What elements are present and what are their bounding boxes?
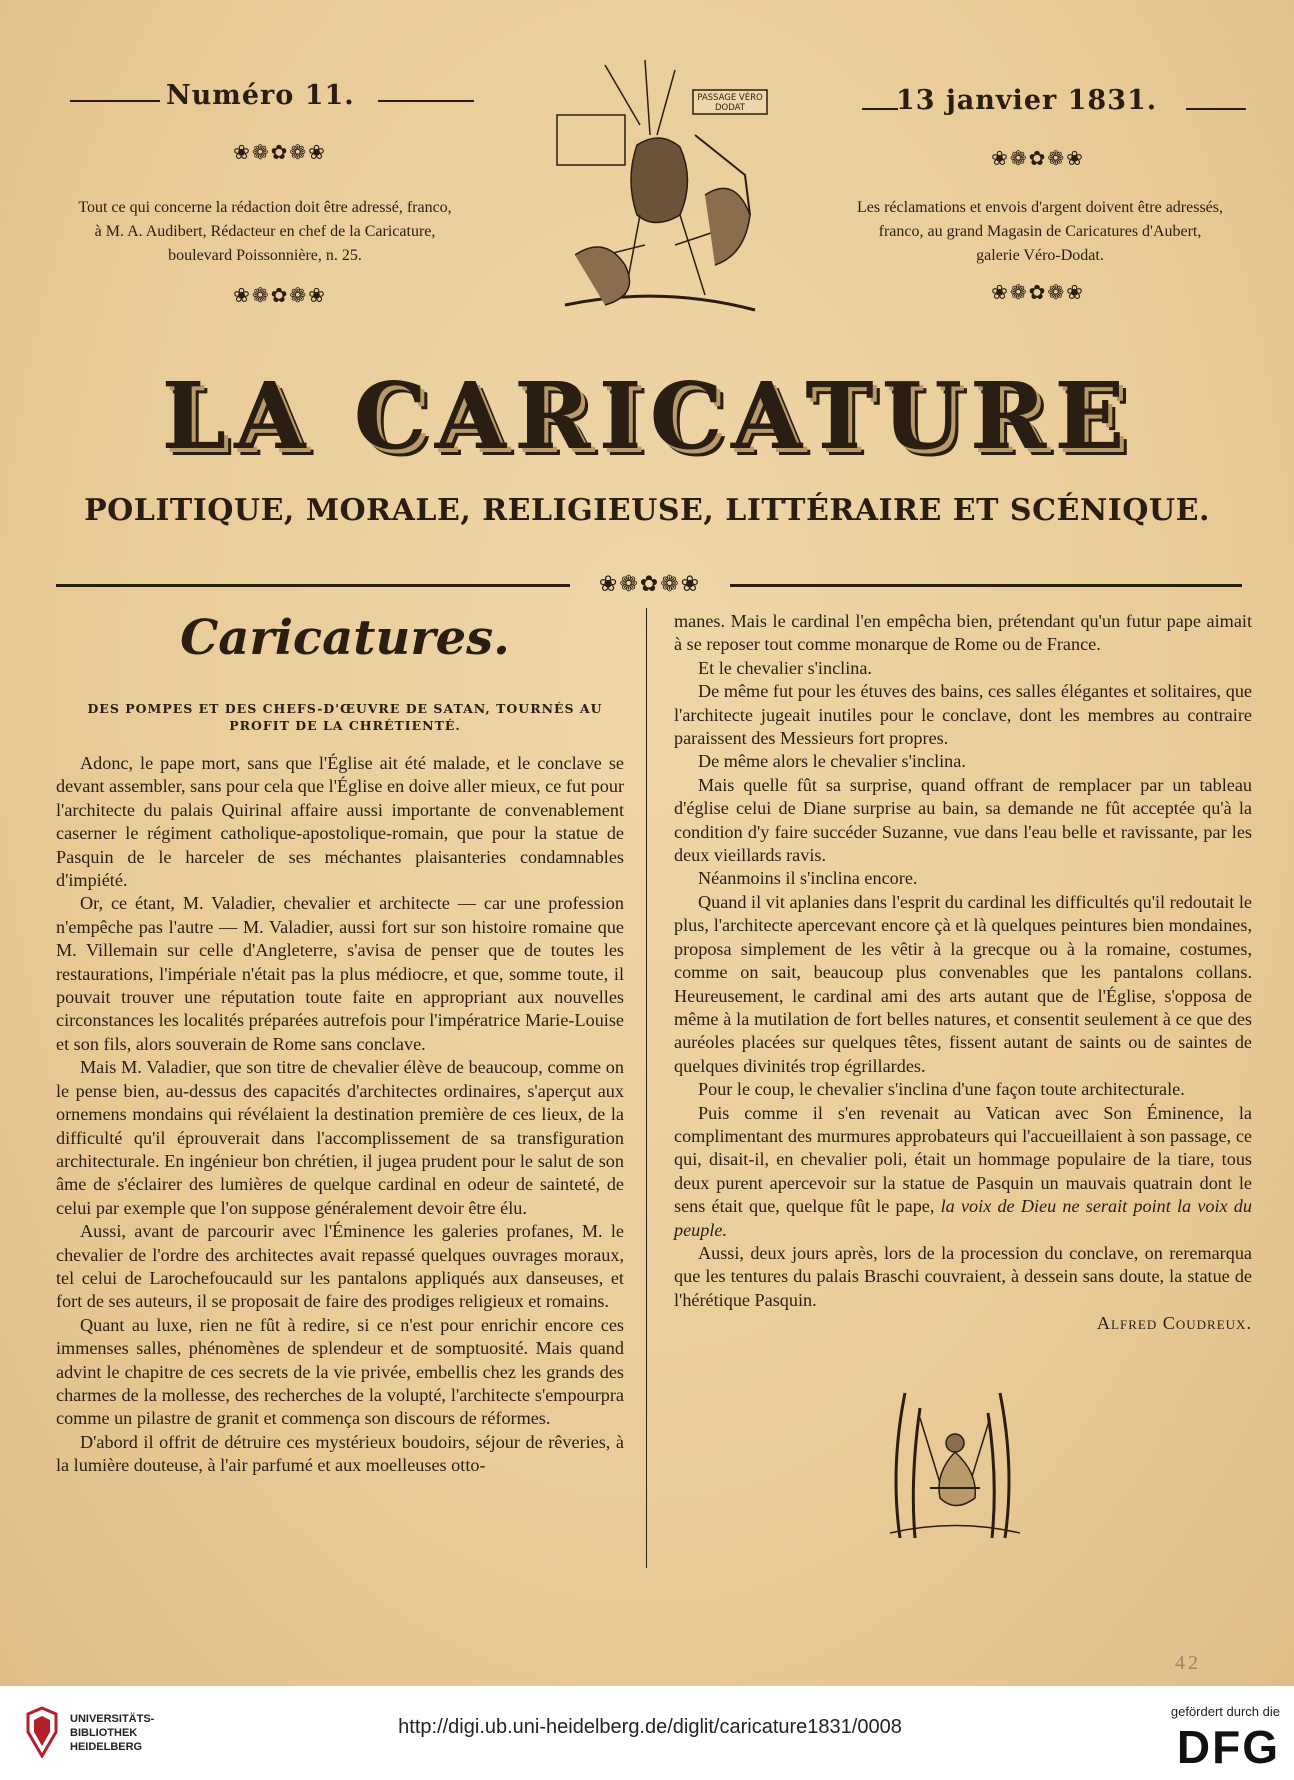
university-logo-icon <box>24 1706 60 1758</box>
section-title: Caricatures. <box>180 610 510 666</box>
paragraph <box>674 1102 1252 1242</box>
right-column <box>674 610 1252 1336</box>
library-line: UNIVERSITÄTS- <box>70 1713 155 1725</box>
issue-number: Numéro 11. <box>166 80 355 111</box>
footer-bar <box>0 1686 1294 1780</box>
source-url-link[interactable]: http://digi.ub.uni-heidelberg.de/diglit/caricature1831/0008 <box>398 1716 902 1738</box>
subscription-address <box>830 196 1250 268</box>
paragraph: Quant au luxe, rien ne fût à redire, si ce n'est pour enrichir encore ces immenses salles, phénomènes de splendeur et de somptuosité. Mais quand advint le chapitre de ces secrets de la vie privée, embellis chez les grands des charmes de la mollesse, des recherches de la volupté, l'architecte s'empourpra comme un pilastre de granit et commença son discours de réformes. <box>56 1314 624 1429</box>
quatrain-text: la voix de Dieu ne serait point la voix du peuple. <box>674 1196 1252 1240</box>
paragraph: Adonc, le pape mort, sans que l'Église ait été malade, et le conclave se devant assembler, sans pour cela que l'Église en doive aller mieux, ce fut pour l'architecte du palais Quirinal affaire aussi importante de convenablement caserner le régiment catholique-apostolique-romain, que pour la statue de Pasquin de le harceler de ses méchantes plaisanteries condamnables d'impiété. <box>56 753 624 891</box>
header-rule <box>862 108 898 110</box>
address-line: galerie Véro-Dodat. <box>976 247 1104 264</box>
paragraph: Aussi, avant de parcourir avec l'Éminence les galeries profanes, M. le chevalier de l'ordre des architectes avait repassé quelques ouvrages moraux, tel celui de Larochefoucauld sur les pantalons appliqués aux danseuses, et fort de ses auteurs, il se proposait de faire des prodiges religieux et romains. <box>56 1221 624 1312</box>
paragraph: manes. Mais le cardinal l'en empêcha bien, prétendant qu'un futur pape aimait à se reposer tout comme monarque de Rome ou de France. <box>674 611 1252 655</box>
masthead-rule <box>56 584 570 587</box>
ornament: ❀❁✿❁❀ <box>598 572 702 597</box>
library-line: BIBLIOTHEK <box>70 1727 138 1739</box>
library-name <box>70 1712 154 1754</box>
ornament: ❀❁✿❁❀ <box>991 280 1085 304</box>
left-column <box>56 752 624 1478</box>
editorial-address <box>55 196 475 268</box>
header-rule <box>378 100 474 102</box>
ornament: ❀❁✿❁❀ <box>233 283 327 307</box>
paragraph-text: Puis comme il s'en revenait au Vatican avec Son Éminence, la complimentant des murmures approbateurs qui l'accueillaient à son passage, ce qui, disait-il, en chevalier poli, était un hommage populaire de la tiare, tous deux purent apercevoir sur la statue de Pasquin un mauvais quatrain dont le sens était que, quelque fût le pape, <box>674 1102 1252 1217</box>
header-rule <box>70 100 160 102</box>
address-line: Les réclamations et envois d'argent doivent être adressés, <box>856 199 1223 216</box>
dfg-logo: DFG <box>1176 1721 1280 1773</box>
paragraph: De même alors le chevalier s'inclina. <box>698 751 966 772</box>
page-number: 42 <box>1175 1652 1201 1674</box>
paragraph: Mais M. Valadier, que son titre de chevalier élève de beaucoup, comme on le pense bien, au-dessus des capacités d'architectes ordinaires, s'aperçut aux ornemens mondains qui révélaient la destination première de ces lieux, de la difficulté qu'il éprouverait dans l'accomplissement de sa transfiguration architecturale. En ingénieur bon chrétien, il jugea prudent pour le salut de son âme de s'éclairer des lumières de quelque cardinal en odeur de sainteté, de celui par exemple que l'on suppose généralement devoir être élu. <box>56 1057 624 1218</box>
paragraph: Et le chevalier s'inclina. <box>698 657 872 678</box>
paragraph: Néanmoins il s'inclina encore. <box>698 868 918 889</box>
issue-date: 13 janvier 1831. <box>896 85 1158 116</box>
masthead-title: LA CARICATURE <box>161 362 1133 470</box>
article-subhead: DES POMPES ET DES CHEFS-D'ŒUVRE DE SATAN, TOURNÉS AU PROFIT DE LA CHRÉTIENTÉ. <box>87 701 603 733</box>
address-line: boulevard Poissonnière, n. 25. <box>168 247 362 264</box>
address-line: Tout ce qui concerne la rédaction doit être adressé, franco, <box>78 199 452 216</box>
ornament: ❀❁✿❁❀ <box>233 140 327 164</box>
paragraph: Or, ce étant, M. Valadier, chevalier et architecte — car une profession n'empêche pas l'autre — M. Valadier, aussi fort sur son histoire romaine que M. Villemain sur celle d'Angleterre, s'avisa de penser que de toutes les restaurations, l'impériale n'était pas la plus médiocre, et que, somme toute, il pouvait trouver une réputation toute faite en appropriant aux nouvelles circonstances les localités préparées autrefois pour l'impératrice Marie-Louise et son fils, alors souverain de Rome sans conclave. <box>56 893 624 1054</box>
address-line: franco, au grand Magasin de Caricatures d'Aubert, <box>878 223 1202 240</box>
logo-mark <box>24 1706 60 1758</box>
masthead-rule <box>730 584 1242 587</box>
vignette-sign: PASSAGE VÉRO DODAT <box>697 93 763 113</box>
paragraph: De même fut pour les étuves des bains, ces salles élégantes et solitaires, que l'architecte jugeait inutiles pour le conclave, dont les membres au contraire paraissent des Messieurs fort propres. <box>674 681 1252 749</box>
funded-by-label: gefördert durch die <box>1170 1704 1280 1719</box>
address-line: à M. A. Audibert, Rédacteur en chef de la Caricature, <box>94 223 436 240</box>
column-divider <box>646 608 647 1568</box>
ornament: ❀❁✿❁❀ <box>991 146 1085 170</box>
swing-illustration <box>880 1388 1030 1538</box>
masthead-subtitle: POLITIQUE, MORALE, RELIGIEUSE, LITTÉRAIRE ET SCÉNIQUE. <box>84 493 1210 528</box>
vignette-illustration <box>545 55 775 325</box>
paragraph: Quand il vit aplanies dans l'esprit du cardinal les difficultés qu'il redoutait le plus, l'architecte apercevant encore çà et là quelques peintures bien mondaines, proposa simplement de les vêtir à la grecque ou à la romaine, costumes, comme on sait, beaucoup plus convenables que les pantalons collans. Heureusement, le cardinal ami des arts autant que de l'Église, s'opposa de même à la mutilation de fort belles natures, et consentit seulement à ce que des auréoles placées sur quelques têtes, fissent autant de saints ou de saintes de quelques divinités trop égrillardes. <box>674 891 1252 1076</box>
paragraph: Aussi, deux jours après, lors de la procession du conclave, on reremarqua que les tentures du palais Braschi couvraient, à dessein sans doute, la statue de l'hérétique Pasquin. <box>674 1242 1252 1310</box>
paragraph: Mais quelle fût sa surprise, quand offrant de remplacer par un tableau d'église celui de Diane surprise au bain, sa demande ne fût acceptée qu'à la condition d'y faire succéder Suzanne, vue dans l'eau belle et ravissante, par les deux vieillards ravis. <box>674 774 1252 866</box>
library-line: HEIDELBERG <box>70 1741 143 1753</box>
signature: Alfred Coudreux. <box>1096 1313 1252 1334</box>
paragraph: Pour le coup, le chevalier s'inclina d'une façon toute architecturale. <box>698 1079 1185 1100</box>
header-rule <box>1186 108 1246 110</box>
paragraph: D'abord il offrit de détruire ces mystérieux boudoirs, séjour de rêveries, à la lumière douteuse, à l'air parfumé et aux moelleuses otto- <box>56 1431 624 1476</box>
lady-on-swing-illustration <box>880 1388 1030 1538</box>
